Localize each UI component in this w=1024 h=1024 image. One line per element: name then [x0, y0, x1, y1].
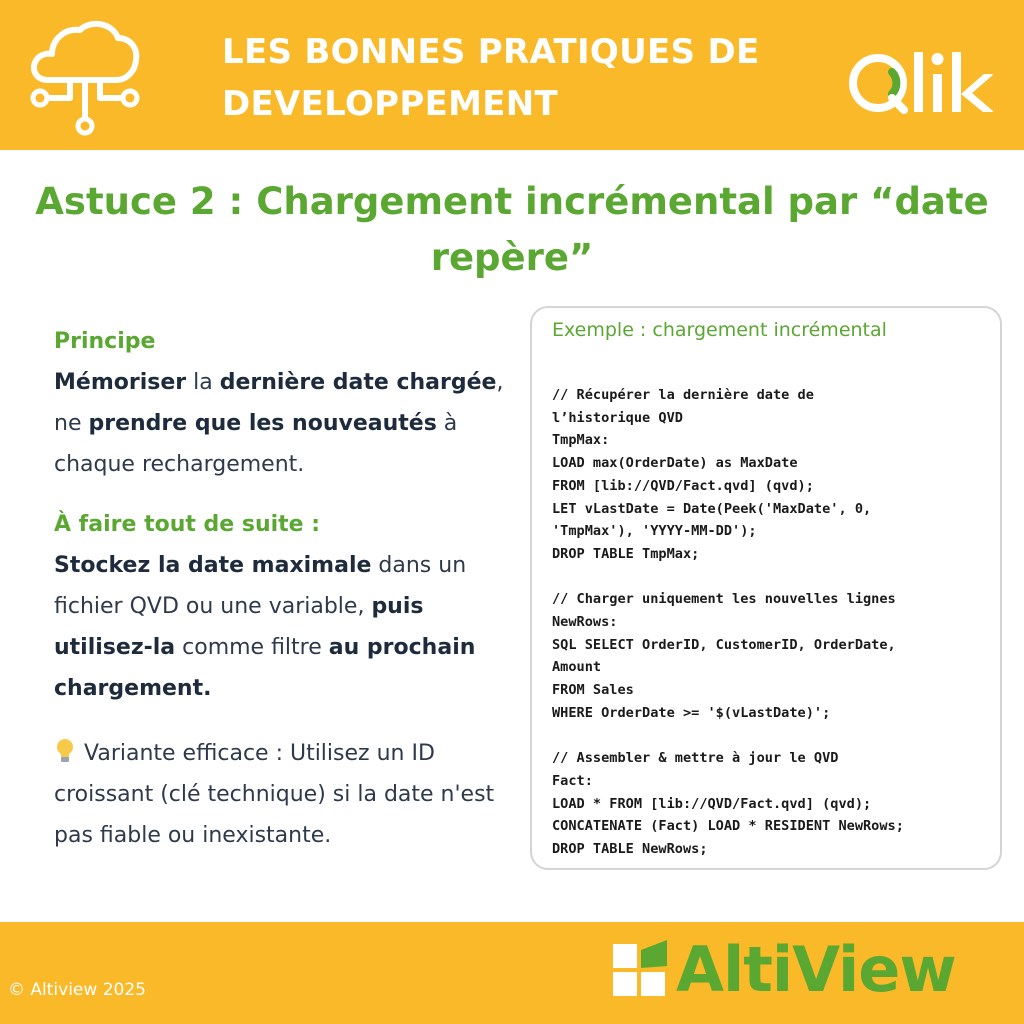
- lightbulb-icon: [54, 738, 76, 764]
- altiview-logo-text: AltiView: [676, 933, 956, 1006]
- variant-text: [54, 733, 510, 856]
- principle-heading: Principe: [54, 329, 156, 354]
- code-example-script: // Récupérer la dernière date de l’historique QVD TmpMax: LOAD max(OrderDate) as MaxDate FROM [lib://QVD/Fact.qvd] (qvd); LET vLastDate = Date(Peek('MaxDate', 0, 'TmpMax'), 'YYYY-MM-DD'); DROP TABLE TmpMax; // Charger uniquement les nouvelles lignes NewRows: SQL SELECT OrderID, CustomerID, OrderDate, Amount FROM Sales WHERE OrderDate >= '$(vLastDate)'; // Assembler & mettre à jour le QVD Fact: LOAD * FROM [lib://QVD/Fact.qvd] (qvd); CONCATENATE (Fact) LOAD * RESIDENT NewRows; DROP TABLE NewRows;: [552, 387, 904, 858]
- altiview-logo-icon: [613, 940, 671, 998]
- principle-text-part: à chaque rechargement.: [54, 411, 458, 477]
- principle-bold-last-date: dernière date chargée: [219, 370, 497, 395]
- code-example-title: Exemple : chargement incrémental: [552, 319, 887, 341]
- action-bold-store-date: Stockez la date maximale: [54, 553, 372, 578]
- action-bold-then-use: puis utilisez-la: [54, 594, 424, 660]
- header-banner: [0, 0, 1024, 150]
- tip-title: Astuce 2 : Chargement incrémental par “date repère”: [35, 180, 989, 279]
- code-example-card: [530, 306, 1002, 870]
- action-bold-next-load: au prochain chargement.: [54, 635, 476, 701]
- action-text: [54, 545, 510, 709]
- footer-banner: [0, 922, 1024, 1024]
- principle-bold-memoriser: Mémoriser: [54, 370, 187, 395]
- principle-text-part: la: [186, 370, 220, 395]
- copyright-text: © Altiview 2025: [8, 980, 146, 1000]
- header-title: LES BONNES PRATIQUES DE DEVELOPPEMENT: [222, 32, 760, 124]
- tip-explanation: [54, 322, 510, 856]
- cloud-network-icon: [26, 14, 144, 136]
- principle-text: [54, 362, 510, 485]
- variant-text-content: Variante efficace : Utilisez un ID croissant (clé technique) si la date n'est pas fiable ou inexistante.: [54, 741, 495, 848]
- action-text-part: dans un fichier QVD ou une variable,: [54, 553, 467, 619]
- qlik-logo: [848, 50, 993, 116]
- principle-text-part: , ne: [54, 370, 504, 436]
- action-text-part: comme filtre: [175, 635, 329, 660]
- principle-bold-new-only: prendre que les nouveautés: [88, 411, 437, 436]
- action-heading: À faire tout de suite :: [54, 512, 321, 537]
